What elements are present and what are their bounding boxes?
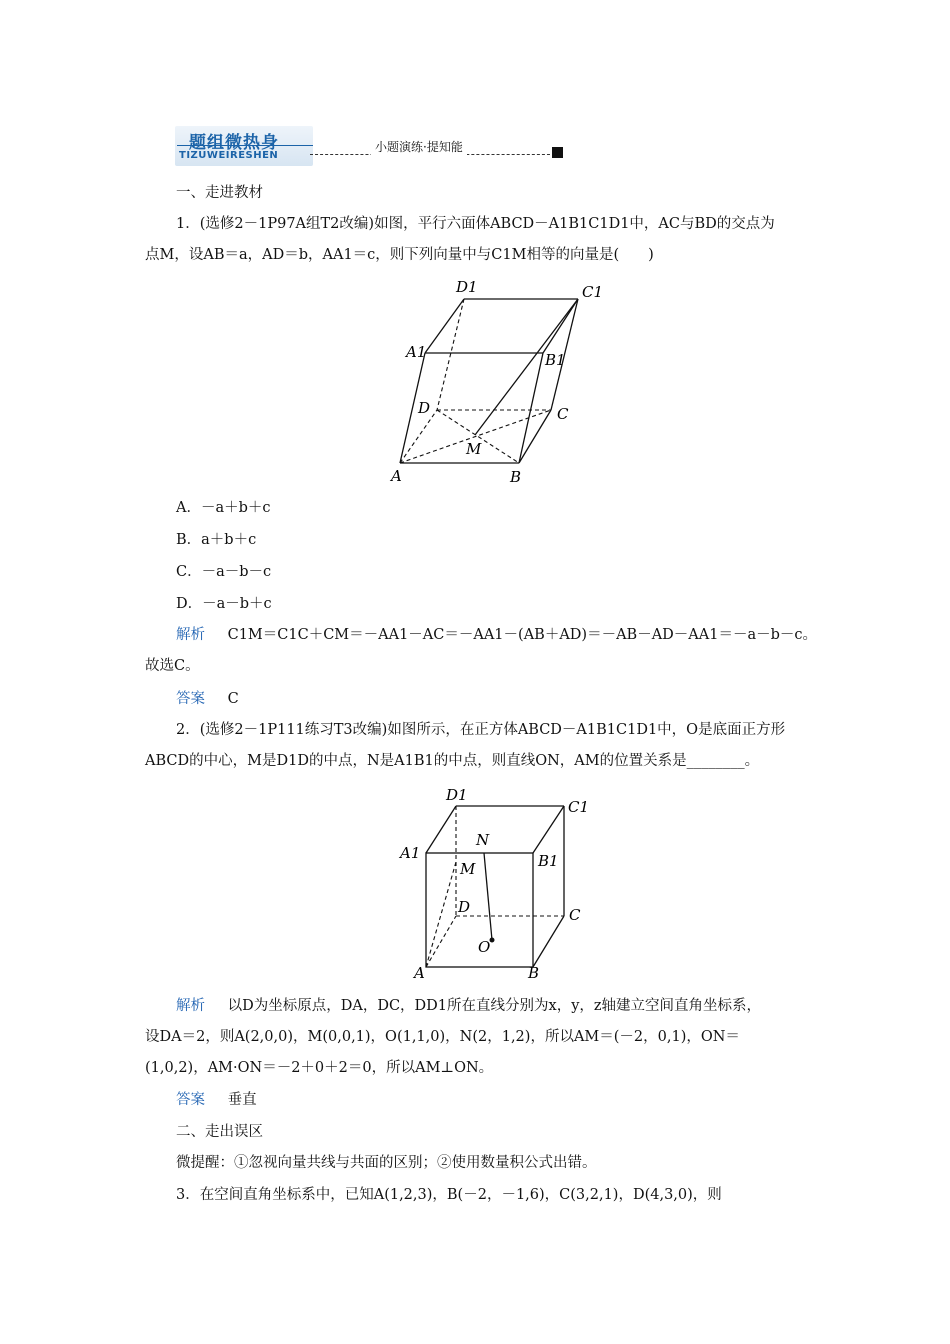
label-O: O <box>478 938 491 956</box>
q1-analysis-label: 解析 <box>176 627 205 643</box>
banner-square-icon <box>552 147 563 158</box>
section-heading-2: 二、走出误区 <box>176 1124 263 1140</box>
q1-answer-label: 答案 <box>176 691 205 707</box>
label-A: A <box>391 467 402 485</box>
q1-answer-row <box>176 689 239 709</box>
label-C1: C1 <box>568 798 590 816</box>
q1-option-d: D．－a－b＋c <box>176 596 272 612</box>
q2-answer-row <box>176 1090 257 1110</box>
q2-line-2: ABCD的中心，M是D1D的中点，N是A1B1的中点，则直线ON，AM的位置关系是________。 <box>145 753 760 769</box>
q1-answer: C <box>227 691 239 707</box>
label-N: N <box>476 831 490 849</box>
banner-title: 题组微热身 <box>189 133 279 153</box>
label-M: M <box>460 860 476 878</box>
banner-tag: 小题演练·提知能 <box>371 138 467 155</box>
label-A: A <box>414 964 425 982</box>
label-A1: A1 <box>406 343 427 361</box>
label-D1: D1 <box>446 786 468 804</box>
q2-analysis-row <box>176 996 761 1016</box>
section-banner <box>175 126 567 166</box>
q1-option-a: A．－a＋b＋c <box>176 500 271 516</box>
label-B1: B1 <box>545 351 566 369</box>
banner-subtitle: TIZUWEIRESHEN <box>179 150 279 161</box>
label-M: M <box>466 440 482 458</box>
q1-analysis-text: C1M＝C1C＋CM＝－AA1－AC＝－AA1－(AB＋AD)＝－AB－AD－AA1＝－a－b－c。 <box>227 627 818 643</box>
label-B1: B1 <box>538 852 559 870</box>
q1-parallelepiped-figure <box>380 275 604 490</box>
label-C1: C1 <box>582 283 604 301</box>
q2-answer: 垂直 <box>227 1092 257 1108</box>
q2-cube-figure <box>392 782 602 982</box>
q1-analysis-line-2: 故选C。 <box>145 658 200 674</box>
label-B: B <box>528 964 540 982</box>
q2-line-1: 2．(选修2－1P111练习T3改编)如图所示，在正方体ABCD－A1B1C1D1中，O是底面正方形 <box>176 722 786 738</box>
label-D: D <box>458 898 471 916</box>
q1-line-1: 1．(选修2－1P97A组T2改编)如图，平行六面体ABCD－A1B1C1D1中，AC与BD的交点为 <box>176 216 775 232</box>
label-D: D <box>418 399 431 417</box>
q2-analysis-text: 以D为坐标原点，DA，DC，DD1所在直线分别为x，y，z轴建立空间直角坐标系， <box>227 998 762 1014</box>
q2-analysis-line-2: 设DA＝2，则A(2,0,0)，M(0,0,1)，O(1,1,0)，N(2，1,2)，所以AM＝(－2，0,1)，ON＝ <box>145 1029 740 1045</box>
q1-option-c: C．－a－b－c <box>176 564 272 580</box>
label-A1: A1 <box>400 844 421 862</box>
q1-analysis-row <box>176 625 817 645</box>
label-C: C <box>557 405 569 423</box>
q1-option-b: B．a＋b＋c <box>176 532 257 548</box>
label-B: B <box>510 468 522 486</box>
tip-text: 微提醒：①忽视向量共线与共面的区别；②使用数量积公式出错。 <box>176 1155 597 1171</box>
label-D1: D1 <box>456 278 478 296</box>
q1-line-2: 点M，设AB＝a，AD＝b，AA1＝c，则下列向量中与C1M相等的向量是( ) <box>145 247 654 263</box>
q2-analysis-line-3: (1,0,2)，AM·ON＝－2＋0＋2＝0，所以AM⊥ON。 <box>145 1060 494 1076</box>
q3-line-1: 3．在空间直角坐标系中，已知A(1,2,3)，B(－2，－1,6)，C(3,2,1)，D(4,3,0)，则 <box>176 1187 722 1203</box>
label-C: C <box>569 906 581 924</box>
q2-analysis-label: 解析 <box>176 998 205 1014</box>
section-heading-1: 一、走进教材 <box>176 185 263 201</box>
q2-answer-label: 答案 <box>176 1092 205 1108</box>
